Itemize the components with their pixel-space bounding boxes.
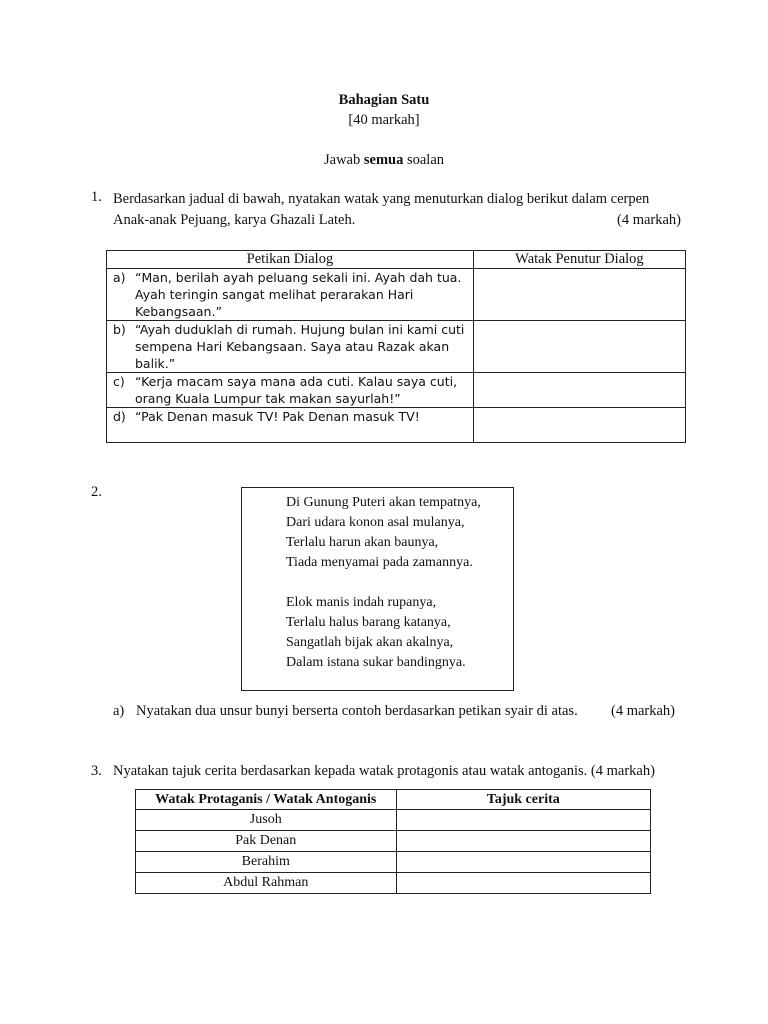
question-2a-marks: (4 markah) — [611, 703, 676, 719]
question-1-number: 1. — [91, 189, 102, 205]
col-header-speaker: Watak Penutur Dialog — [473, 251, 685, 269]
col-header-dialog: Petikan Dialog — [107, 251, 474, 269]
question-1-line-1: Berdasarkan jadual di bawah, nyatakan watak yang menuturkan dialog berikut dalam cerpen — [113, 191, 650, 207]
table-row — [136, 852, 651, 873]
table-row — [107, 321, 686, 373]
dialog-cell — [107, 373, 474, 408]
question-3-text: Nyatakan tajuk cerita berdasarkan kepada watak protagonis atau watak antoganis. (4 markah) — [113, 763, 655, 779]
question-2a-text: Nyatakan dua unsur bunyi berserta contoh berdasarkan petikan syair di atas. — [136, 703, 578, 719]
table-row — [107, 373, 686, 408]
poem-line: Terlalu harun akan baunya, — [286, 535, 439, 550]
character-cell: Jusoh — [136, 810, 397, 831]
row-label: c) — [113, 374, 125, 389]
instruction — [0, 152, 768, 169]
section-title — [0, 92, 768, 109]
poem-line: Dalam istana sukar bandingnya. — [286, 655, 466, 670]
story-title-table — [135, 789, 651, 894]
answer-cell[interactable] — [473, 269, 685, 321]
answer-cell[interactable] — [473, 373, 685, 408]
row-label: b) — [113, 322, 126, 337]
question-1-line-2: Anak-anak Pejuang, karya Ghazali Lateh. — [113, 212, 356, 228]
dialog-cell — [107, 321, 474, 373]
question-1-text — [113, 189, 681, 231]
poem-line: Sangatlah bijak akan akalnya, — [286, 635, 454, 650]
character-cell: Abdul Rahman — [136, 873, 397, 894]
poem-line: Terlalu halus barang katanya, — [286, 615, 451, 630]
answer-cell[interactable] — [396, 831, 650, 852]
row-label: a) — [113, 270, 126, 285]
answer-cell[interactable] — [473, 408, 685, 443]
instruction-pre: Jawab — [323, 152, 364, 168]
col-header-character: Watak Protaganis / Watak Antoganis — [136, 790, 397, 810]
question-2a-label: a) — [113, 703, 125, 719]
table-row — [136, 873, 651, 894]
answer-cell[interactable] — [396, 873, 650, 894]
table-row — [136, 810, 651, 831]
dialog-text: “Kerja macam saya mana ada cuti. Kalau saya cuti, orang Kuala Lumpur tak makan sayurlah!” — [135, 374, 458, 406]
answer-cell[interactable] — [396, 852, 650, 873]
character-cell: Berahim — [136, 852, 397, 873]
table-row — [107, 408, 686, 443]
instruction-bold: semua — [363, 152, 404, 168]
answer-cell[interactable] — [473, 321, 685, 373]
poem-line: Di Gunung Puteri akan tempatnya, — [286, 495, 481, 510]
poem-line: Dari udara konon asal mulanya, — [286, 515, 465, 530]
dialog-text: “Ayah duduklah di rumah. Hujung bulan ini kami cuti sempena Hari Kebangsaan. Saya atau Razak akan balik.” — [135, 322, 465, 371]
poem-line: Tiada menyamai pada zamannya. — [286, 555, 473, 570]
table-row — [107, 269, 686, 321]
col-header-story-title: Tajuk cerita — [396, 790, 650, 810]
question-1-line-2-wrap — [113, 210, 681, 231]
dialog-text: “Pak Denan masuk TV! Pak Denan masuk TV! — [135, 409, 420, 424]
instruction-post: soalan — [403, 152, 445, 168]
character-cell: Pak Denan — [136, 831, 397, 852]
dialog-cell — [107, 408, 474, 443]
dialog-table — [106, 250, 686, 443]
dialog-text: “Man, berilah ayah peluang sekali ini. Ayah dah tua. Ayah teringin sangat melihat perarakan Hari Kebangsaan.” — [135, 270, 462, 319]
question-1-marks: (4 markah) — [616, 212, 681, 228]
question-3-number: 3. — [91, 763, 102, 779]
answer-cell[interactable] — [396, 810, 650, 831]
poem-line: Elok manis indah rupanya, — [286, 595, 437, 610]
section-title-text: Bahagian Satu — [338, 92, 430, 108]
row-label: d) — [113, 409, 126, 424]
section-marks: [40 markah] — [348, 112, 420, 128]
table-row — [136, 831, 651, 852]
dialog-table-header — [107, 251, 686, 269]
question-2-number: 2. — [91, 484, 102, 500]
story-table-header — [136, 790, 651, 810]
dialog-cell — [107, 269, 474, 321]
poem-box — [241, 487, 514, 691]
